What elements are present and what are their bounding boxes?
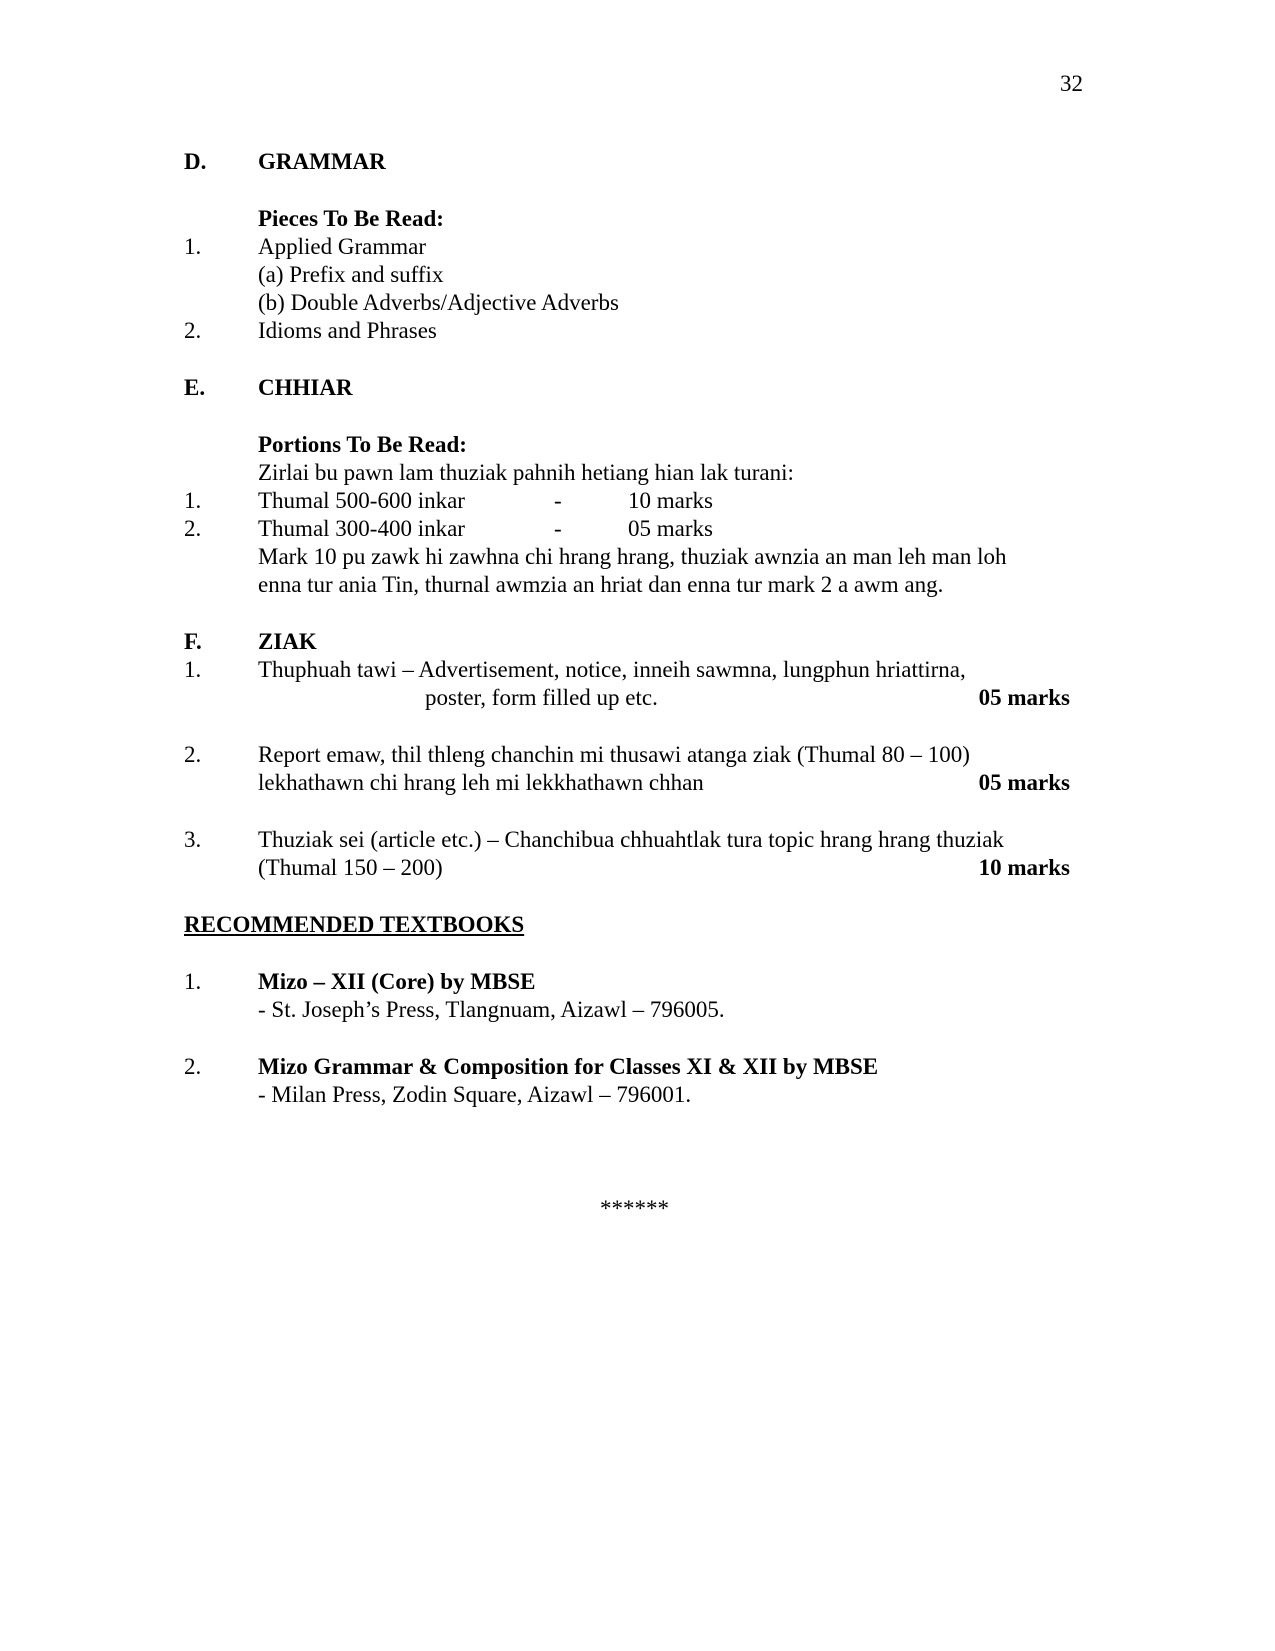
textbooks-heading: RECOMMENDED TEXTBOOKS [184, 912, 525, 937]
sub-item-text: (b) Double Adverbs/Adjective Adverbs [258, 290, 619, 315]
textbook-publisher: - Milan Press, Zodin Square, Aizawl – 796001. [258, 1082, 692, 1107]
section-d-letter: D. [184, 149, 207, 174]
textbook-publisher: - St. Joseph’s Press, Tlangnuam, Aizawl – 796005. [258, 997, 725, 1022]
list-item-text: Thuziak sei (article etc.) – Chanchibua chhuahtlak tura topic hrang hrang thuziak [258, 827, 1004, 852]
sub-item-text: (a) Prefix and suffix [258, 262, 444, 287]
list-item-text: Report emaw, thil thleng chanchin mi thusawi atanga ziak (Thumal 80 – 100) [258, 742, 970, 767]
section-e-title: CHHIAR [258, 375, 353, 400]
list-item-marks: 05 marks [628, 516, 713, 541]
list-item-marks: 10 marks [628, 488, 713, 513]
section-e-letter: E. [184, 375, 206, 400]
section-e-subheading: Portions To Be Read: [258, 432, 467, 457]
list-item-marks: 05 marks [978, 770, 1070, 795]
list-item-number: 1. [184, 234, 202, 259]
list-item-text-continued: lekhathawn chi hrang leh mi lekkhathawn chhan [258, 770, 704, 795]
textbook-title: Mizo Grammar & Composition for Classes XI & XII by MBSE [258, 1054, 879, 1079]
list-item-dash: - [554, 516, 562, 541]
list-item-number: 2. [184, 1054, 202, 1079]
list-item-number: 2. [184, 318, 202, 343]
list-item-number: 1. [184, 488, 202, 513]
list-item-dash: - [554, 488, 562, 513]
section-e-intro: Zirlai bu pawn lam thuziak pahnih hetiang hian lak turani: [258, 460, 794, 485]
list-item-text: Thumal 300-400 inkar [258, 516, 465, 541]
list-item-number: 1. [184, 969, 202, 994]
list-item-number: 3. [184, 827, 202, 852]
list-item-text-continued: (Thumal 150 – 200) [258, 855, 443, 880]
section-f-title: ZIAK [258, 629, 317, 654]
list-item-text-continued: poster, form filled up etc. [425, 685, 658, 710]
list-item-number: 2. [184, 516, 202, 541]
list-item-text: Thuphuah tawi – Advertisement, notice, inneih sawmna, lungphun hriattirna, [258, 657, 966, 682]
page-number: 32 [1060, 71, 1083, 96]
section-f-letter: F. [184, 629, 202, 654]
list-item-text: Idioms and Phrases [258, 318, 437, 343]
list-item-number: 2. [184, 742, 202, 767]
textbook-title: Mizo – XII (Core) by MBSE [258, 969, 536, 994]
section-e-note-line: Mark 10 pu zawk hi zawhna chi hrang hrang, thuziak awnzia an man leh man loh [258, 544, 1007, 569]
section-d-subheading: Pieces To Be Read: [258, 206, 444, 231]
end-mark: ****** [600, 1196, 669, 1221]
list-item-text: Thumal 500-600 inkar [258, 488, 465, 513]
list-item-marks: 10 marks [978, 855, 1070, 880]
list-item-marks: 05 marks [978, 685, 1070, 710]
list-item-text: Applied Grammar [258, 234, 426, 259]
list-item-number: 1. [184, 657, 202, 682]
section-d-title: GRAMMAR [258, 149, 386, 174]
section-e-note-line: enna tur ania Tin, thurnal awmzia an hriat dan enna tur mark 2 a awm ang. [258, 572, 944, 597]
